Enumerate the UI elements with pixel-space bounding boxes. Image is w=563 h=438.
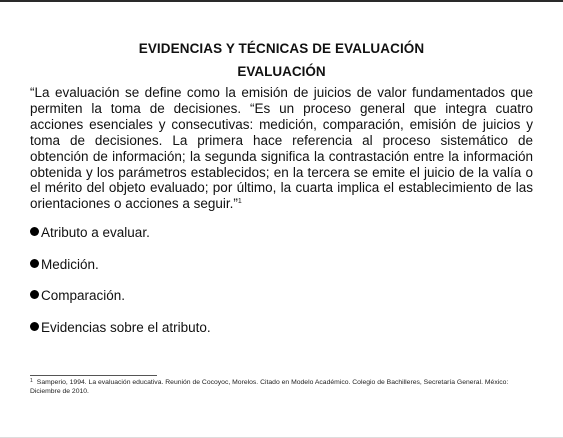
list-item-text: Evidencias sobre el atributo.: [41, 319, 211, 335]
list-item: [30, 257, 533, 273]
document-page: [30, 40, 533, 351]
bullet-icon: [30, 227, 39, 236]
body-paragraph: [30, 85, 533, 212]
bullet-list: [30, 225, 533, 336]
paragraph-text: “La evaluación se define como la emisión de juicios de valor fundamentados que permiten la toma de decisiones. “Es un proceso general que integra cuatro acciones esenciales y consecutivas: medición, comparación, emisión de juicios y toma de decisiones. La primera hace referencia al proceso sistemático de obtención de información; la segunda significa la contrastación entre la información obtenida y los parámetros establecidos; en la tercera se emite el juicio de la valía o el mérito del objeto evaluado; por último, la cuarta implica el establecimiento de las orientaciones o acciones a seguir.”: [30, 85, 533, 212]
footnote: [30, 378, 533, 396]
footnote-reference: 1: [237, 198, 242, 206]
footnote-text: Samperio, 1994. La evaluación educativa. Reunión de Cocoyoc, Morelos. Citado en Modelo Académico. Colegio de Bachilleres, Secretaría General. México: Diciembre de 2010.: [30, 379, 509, 395]
list-item-text: Atributo a evaluar.: [41, 225, 150, 241]
footnote-marker: 1: [30, 378, 33, 384]
top-border-line: [0, 0, 563, 2]
list-item: [30, 320, 533, 336]
bullet-icon: [30, 290, 39, 299]
bullet-icon: [30, 322, 39, 331]
footnote-divider: [30, 375, 157, 376]
bullet-icon: [30, 259, 39, 268]
section-subtitle: EVALUACIÓN: [237, 64, 326, 79]
list-item: [30, 225, 533, 241]
document-title: EVIDENCIAS Y TÉCNICAS DE EVALUACIÓN: [138, 41, 425, 56]
list-item-text: Medición.: [41, 256, 99, 272]
list-item: [30, 288, 533, 304]
list-item-text: Comparación.: [41, 288, 126, 304]
